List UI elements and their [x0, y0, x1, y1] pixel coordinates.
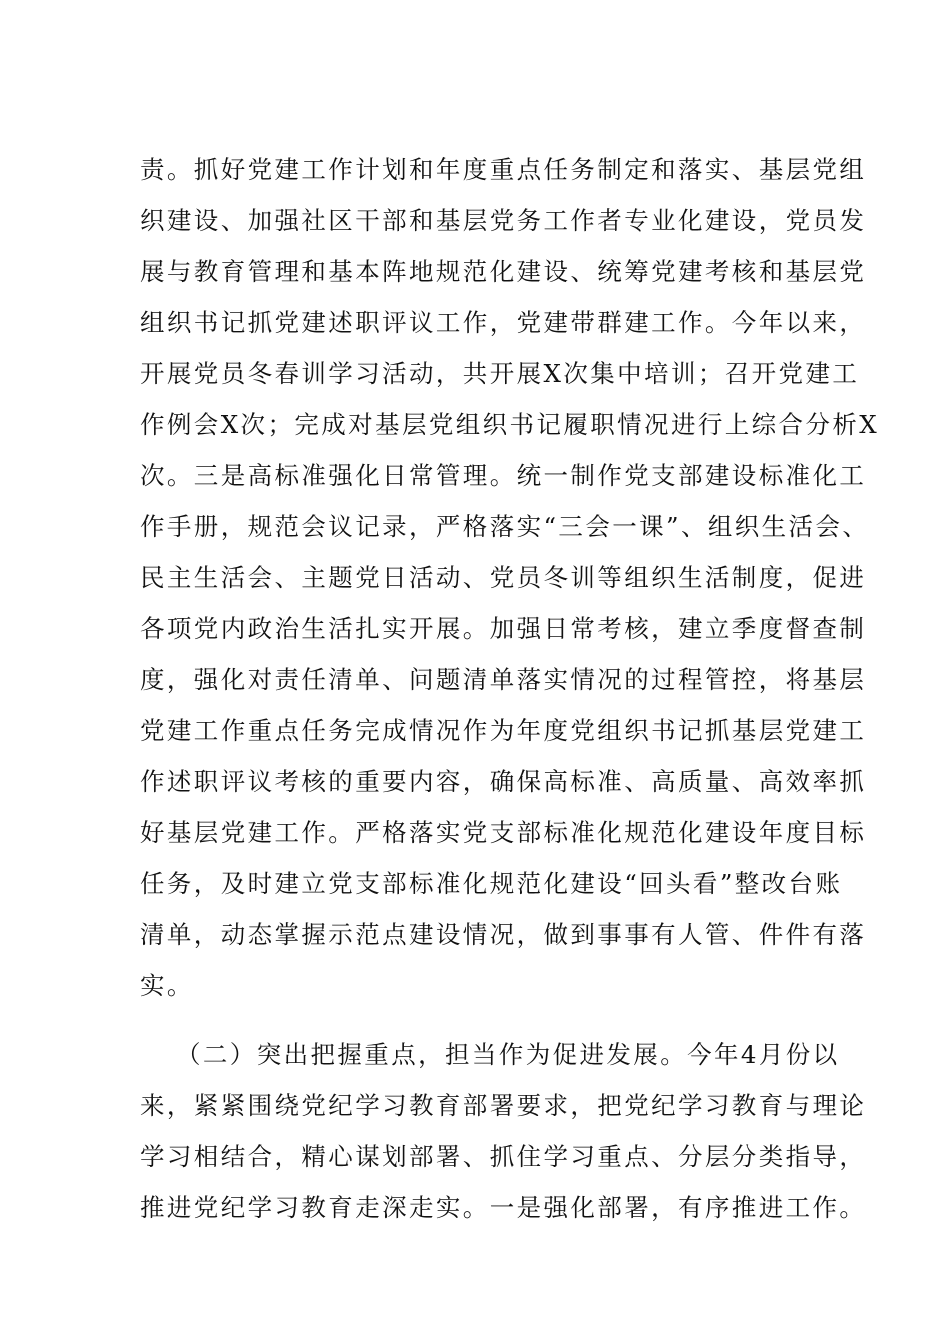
section-heading-line: （二）突出把握重点，担当作为促进发展。今年4月份以	[176, 1040, 840, 1069]
text-line: 来，紧紧围绕党纪学习教育部署要求，把党纪学习教育与理论	[140, 1091, 867, 1120]
paragraph-1	[140, 144, 880, 1011]
text-line: 实。	[140, 971, 194, 1000]
text-line: 责。抓好党建工作计划和年度重点任务制定和落实、基层党组	[140, 155, 867, 184]
text-line: 次。三是高标准强化日常管理。统一制作党支部建设标准化工	[140, 461, 867, 490]
text-line: 织建设、加强社区干部和基层党务工作者专业化建设，党员发	[140, 206, 867, 235]
text-line: 学习相结合，精心谋划部署、抓住学习重点、分层分类指导，	[140, 1142, 867, 1171]
paragraph-2	[140, 1029, 867, 1233]
text-line: 作例会X次；完成对基层党组织书记履职情况进行上综合分析X	[140, 410, 880, 439]
text-line: 开展党员冬春训学习活动，共开展X次集中培训；召开党建工	[140, 359, 860, 388]
text-line: 好基层党建工作。严格落实党支部标准化规范化建设年度目标	[140, 818, 867, 847]
text-line: 作手册，规范会议记录，严格落实“三会一课”、组织生活会、	[140, 512, 870, 541]
text-line: 党建工作重点任务完成情况作为年度党组织书记抓基层党建工	[140, 716, 867, 745]
text-line: 民主生活会、主题党日活动、党员冬训等组织生活制度，促进	[140, 563, 867, 592]
text-line: 展与教育管理和基本阵地规范化建设、统筹党建考核和基层党	[140, 257, 867, 286]
body-text	[140, 144, 880, 1233]
text-line: 度，强化对责任清单、问题清单落实情况的过程管控，将基层	[140, 665, 867, 694]
text-line: 组织书记抓党建述职评议工作，党建带群建工作。今年以来，	[140, 308, 867, 337]
text-line: 任务，及时建立党支部标准化规范化建设“回头看”整改台账	[140, 869, 843, 898]
paragraph-spacer	[140, 1011, 830, 1029]
text-line: 推进党纪学习教育走深走实。一是强化部署，有序推进工作。	[140, 1193, 867, 1222]
text-line: 作述职评议考核的重要内容，确保高标准、高质量、高效率抓	[140, 767, 867, 796]
text-line: 清单，动态掌握示范点建设情况，做到事事有人管、件件有落	[140, 920, 867, 949]
text-line: 各项党内政治生活扎实开展。加强日常考核，建立季度督查制	[140, 614, 867, 643]
